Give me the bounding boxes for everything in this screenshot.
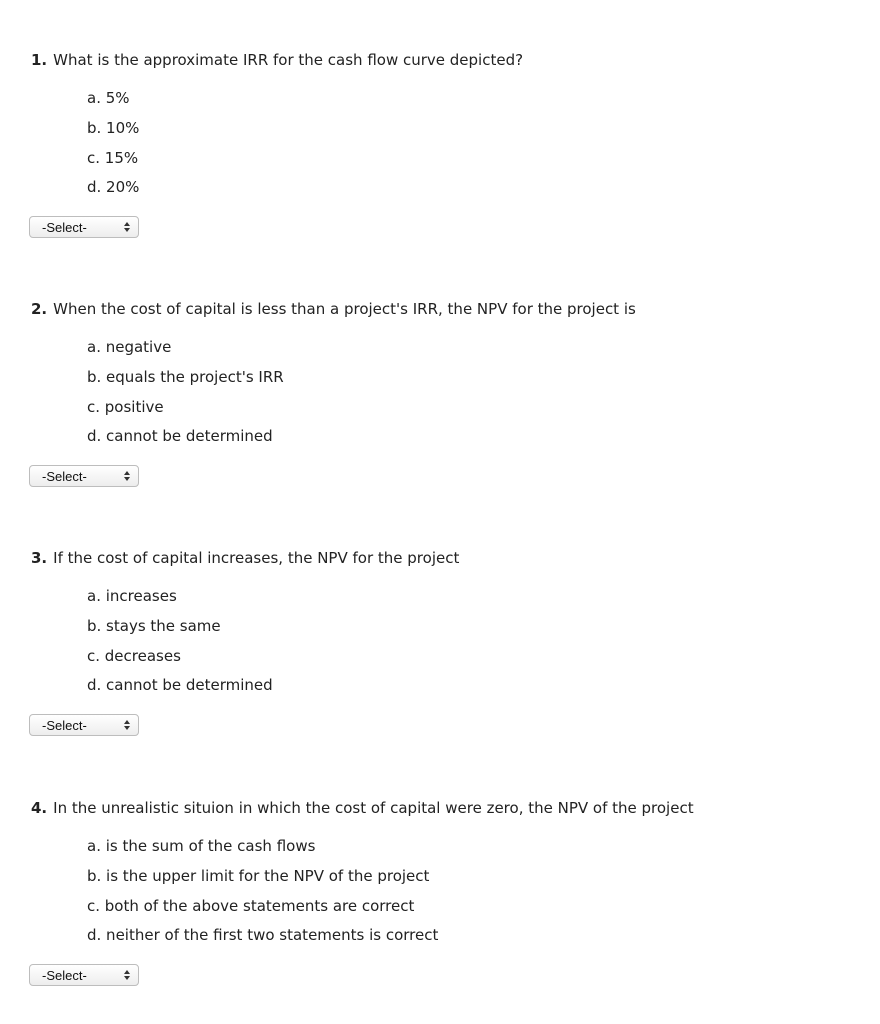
answer-select[interactable] — [29, 216, 139, 238]
option-a: a. is the sum of the cash flows — [87, 837, 316, 855]
question-title — [31, 548, 871, 568]
option-c: c. decreases — [87, 647, 181, 665]
up-down-arrows-icon — [123, 968, 131, 982]
option-d: d. cannot be determined — [87, 676, 273, 694]
option-c: c. 15% — [87, 149, 139, 167]
question-number: 4. — [31, 799, 48, 817]
option-d: d. cannot be determined — [87, 427, 273, 445]
option-b: b. stays the same — [87, 617, 221, 635]
question-number: 3. — [31, 549, 48, 567]
question-2 — [31, 299, 871, 484]
question-4 — [31, 798, 871, 983]
option-list — [31, 337, 871, 446]
option-list — [31, 88, 871, 197]
option-c: c. both of the above statements are correct — [87, 897, 415, 915]
select-value: -Select- — [42, 718, 87, 733]
option-list — [31, 836, 871, 945]
option-d: d. 20% — [87, 178, 140, 196]
question-text: What is the approximate IRR for the cash flow curve depicted? — [53, 51, 524, 69]
question-1 — [31, 50, 871, 235]
answer-select[interactable] — [29, 964, 139, 986]
option-b: b. 10% — [87, 119, 140, 137]
option-b: b. equals the project's IRR — [87, 368, 284, 386]
answer-select[interactable] — [29, 714, 139, 736]
select-value: -Select- — [42, 968, 87, 983]
question-number: 2. — [31, 300, 48, 318]
question-title — [31, 798, 871, 818]
up-down-arrows-icon — [123, 718, 131, 732]
select-value: -Select- — [42, 469, 87, 484]
option-a: a. negative — [87, 338, 172, 356]
question-number: 1. — [31, 51, 48, 69]
option-a: a. 5% — [87, 89, 130, 107]
question-text: When the cost of capital is less than a project's IRR, the NPV for the project is — [53, 300, 636, 318]
option-c: c. positive — [87, 398, 164, 416]
up-down-arrows-icon — [123, 220, 131, 234]
select-value: -Select- — [42, 220, 87, 235]
up-down-arrows-icon — [123, 469, 131, 483]
option-b: b. is the upper limit for the NPV of the project — [87, 867, 430, 885]
option-list — [31, 586, 871, 695]
option-a: a. increases — [87, 587, 177, 605]
question-title — [31, 299, 871, 319]
answer-select[interactable] — [29, 465, 139, 487]
question-title — [31, 50, 871, 70]
question-text: If the cost of capital increases, the NPV for the project — [53, 549, 460, 567]
question-text: In the unrealistic situion in which the cost of capital were zero, the NPV of the project — [53, 799, 694, 817]
option-d: d. neither of the first two statements is correct — [87, 926, 439, 944]
question-3 — [31, 548, 871, 733]
